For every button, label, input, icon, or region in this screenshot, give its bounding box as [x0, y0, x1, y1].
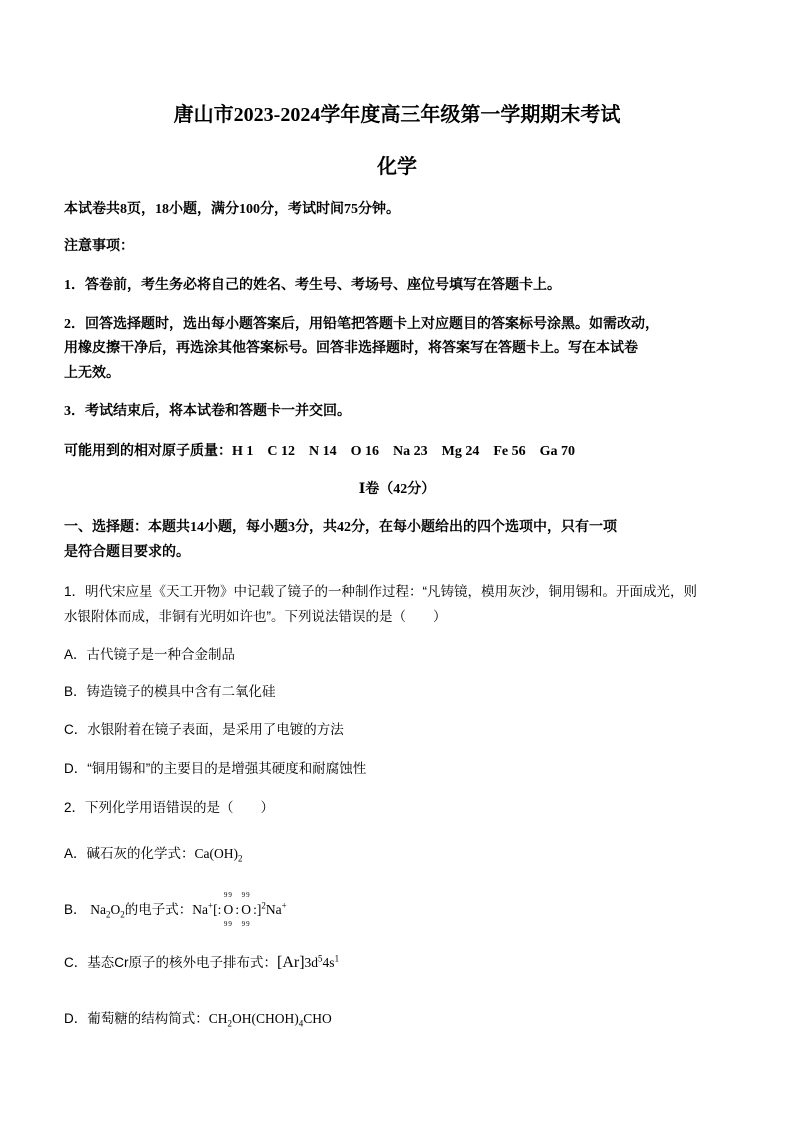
q1-stem-line-2: 水银附体而成，非铜有光明如许也”。下列说法错误的是（ ）	[64, 609, 447, 624]
q2-option-b-text: 的电子式：	[124, 902, 193, 917]
q2-option-d	[64, 1007, 732, 1031]
formula-text: 4s	[322, 955, 335, 970]
q2-option-b-label: B．	[64, 902, 87, 917]
q1-option-d: D．“铜用锡和”的主要目的是增强其硬度和耐腐蚀性	[64, 761, 367, 776]
electron-dots-bottom: 99	[241, 920, 251, 928]
section-instructions-line-1: 一、选择题：本题共14小题，每小题3分，共42分，在每小题给出的四个选项中，只有一项	[64, 520, 617, 535]
electron-formula	[192, 891, 287, 928]
note-2-line-1: 2．回答选择题时，选出每小题答案后，用铅笔把答题卡上对应题目的答案标号涂黑。如需改动，	[64, 317, 659, 332]
q2-option-d-label: D．葡萄糖的结构简式：	[64, 1011, 209, 1026]
q2-option-b	[64, 891, 732, 928]
notes-heading: 注意事项：	[64, 239, 134, 254]
formula-subscript: 4	[298, 1018, 304, 1029]
electron-dots-top: 99	[223, 891, 233, 899]
formula-text: :	[235, 902, 240, 917]
q2-option-a-label: A．碱石灰的化学式：	[64, 846, 195, 861]
na2o2-formula	[90, 902, 125, 920]
formula-text: Na	[192, 902, 209, 917]
exam-summary: 本试卷共8页，18小题，满分100分，考试时间75分钟。	[64, 202, 400, 217]
note-2-line-2: 用橡皮擦干净后，再选涂其他答案标号。回答非选择题时，将答案写在答题卡上。写在本试卷	[64, 341, 638, 356]
formula-subscript: 2	[227, 1018, 233, 1029]
formula-text: O	[110, 902, 121, 917]
formula-text: OH(CHOH)	[232, 1011, 299, 1026]
q1-option-c: C．水银附着在镜子表面，是采用了电镀的方法	[64, 722, 344, 737]
q1-option-b: B．铸造镜子的模具中含有二氧化硅	[64, 684, 276, 699]
glucose-formula	[208, 1011, 332, 1029]
q2-stem: 2．下列化学用语错误的是（ ）	[64, 800, 275, 815]
formula-text: O	[241, 902, 251, 917]
formula-text: O	[223, 902, 234, 917]
subject-title: 化学	[377, 156, 417, 178]
formula-superscript: 5	[318, 953, 323, 964]
q1-option-a: A．古代镜子是一种合金制品	[64, 647, 236, 662]
formula-text: :]	[253, 902, 262, 917]
q1-stem-line-1: 1．明代宋应星《天工开物》中记载了镜子的一种制作过程：“凡铸镜，模用灰沙，铜用锡和。开面成光，则	[64, 584, 698, 599]
formula-superscript: +	[281, 900, 287, 911]
formula-text: CH	[208, 1011, 228, 1026]
formula-subscript: 2	[106, 909, 111, 920]
note-2-line-3: 上无效。	[64, 366, 120, 381]
q2-option-c-label: C．基态Cr原子的核外电子排布式：	[64, 955, 277, 970]
oxygen-atom-1	[221, 891, 235, 928]
q2-option-a-formula	[194, 846, 243, 864]
electron-configuration	[277, 955, 339, 970]
formula-text: [Ar]	[277, 954, 305, 971]
formula-subscript: 2	[238, 853, 243, 864]
atomic-masses: 可能用到的相对原子质量：H 1 C 12 N 14 O 16 Na 23 Mg 24 Fe 56 Ga 70	[64, 444, 575, 459]
formula-text: 3d	[304, 955, 319, 970]
formula-text: Na	[265, 902, 282, 917]
oxygen-atom-2	[239, 891, 253, 928]
note-3: 3．考试结束后，将本试卷和答题卡一并交回。	[64, 404, 351, 419]
q2-option-c	[64, 951, 732, 975]
section-instructions-line-2: 是符合题目要求的。	[64, 545, 190, 560]
q2-option-a	[64, 842, 732, 866]
exam-title: 唐山市2023-2024学年度高三年级第一学期期末考试	[173, 104, 621, 126]
electron-dots-top: 99	[241, 891, 251, 899]
formula-text: Na	[90, 902, 107, 917]
formula-subscript: 2	[120, 909, 125, 920]
formula-text: [:	[213, 902, 222, 917]
formula-text: Ca(OH)	[194, 846, 239, 861]
volume-title: Ⅰ卷（42分）	[358, 482, 436, 497]
formula-text: CHO	[303, 1011, 332, 1026]
electron-dots-bottom: 99	[223, 920, 233, 928]
formula-superscript: 1	[334, 953, 340, 964]
note-1: 1．答卷前，考生务必将自己的姓名、考生号、考场号、座位号填写在答题卡上。	[64, 278, 561, 293]
formula-superscript: +	[208, 900, 214, 911]
formula-superscript: 2	[261, 900, 266, 911]
